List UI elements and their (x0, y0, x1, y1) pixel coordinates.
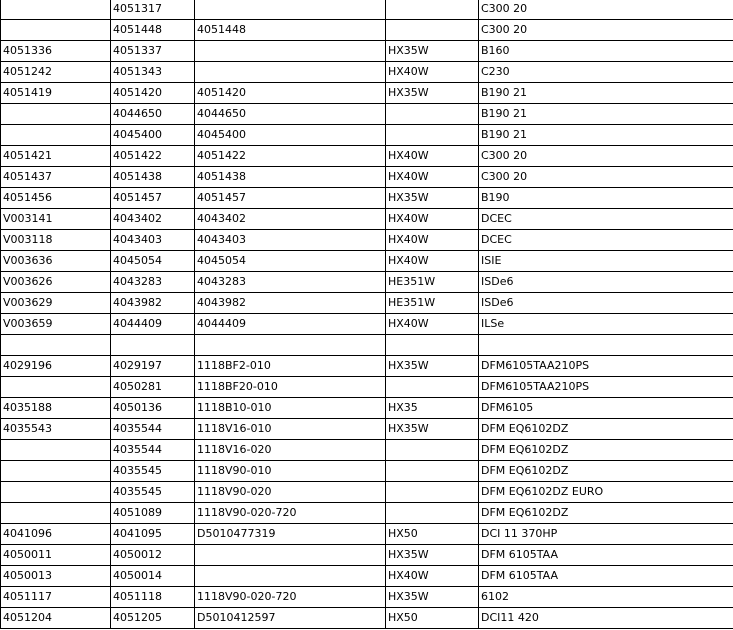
col-1-cell: 4029196 (1, 356, 111, 377)
col-4-cell: HX40W (386, 314, 479, 335)
table-row (1, 440, 733, 461)
table-row (1, 608, 733, 629)
table-row (1, 41, 733, 62)
col-3-cell: 4051448 (195, 20, 386, 41)
col-4-cell (386, 440, 479, 461)
col-4-cell (386, 503, 479, 524)
table-row (1, 587, 733, 608)
col-3-cell: D5010412597 (195, 608, 386, 629)
col-2-cell: 4051343 (111, 62, 195, 83)
col-3-cell: 1118BF2-010 (195, 356, 386, 377)
col-5-cell: ISDe6 (479, 293, 733, 314)
col-3-cell: 1118BF20-010 (195, 377, 386, 398)
table-row (1, 398, 733, 419)
col-5-cell: C300 20 (479, 20, 733, 41)
col-2-cell: 4044650 (111, 104, 195, 125)
col-5-cell: DFM6105TAA210PS (479, 356, 733, 377)
col-5-cell: B190 (479, 188, 733, 209)
col-3-cell (195, 41, 386, 62)
col-3-cell: 4044409 (195, 314, 386, 335)
col-2-cell: 4051422 (111, 146, 195, 167)
table-row (1, 251, 733, 272)
col-4-cell: HX50 (386, 608, 479, 629)
parts-table-body (1, 0, 733, 629)
table-row (1, 167, 733, 188)
col-3-cell: 4051422 (195, 146, 386, 167)
table-row (1, 524, 733, 545)
col-5-cell: DFM EQ6102DZ (479, 440, 733, 461)
col-1-cell (1, 0, 111, 20)
col-2-cell: 4043403 (111, 230, 195, 251)
col-4-cell (386, 104, 479, 125)
table-row (1, 377, 733, 398)
col-3-cell: 4051420 (195, 83, 386, 104)
col-2-cell: 4050012 (111, 545, 195, 566)
col-1-cell: 4050013 (1, 566, 111, 587)
col-3-cell (195, 62, 386, 83)
col-2-cell: 4051317 (111, 0, 195, 20)
col-4-cell: HX35W (386, 188, 479, 209)
col-1-cell: V003636 (1, 251, 111, 272)
col-4-cell: HX35W (386, 419, 479, 440)
col-5-cell: ISDe6 (479, 272, 733, 293)
col-3-cell: 4044650 (195, 104, 386, 125)
col-1-cell: 4051456 (1, 188, 111, 209)
col-2-cell: 4050014 (111, 566, 195, 587)
col-2-cell: 4051457 (111, 188, 195, 209)
col-2-cell: 4051420 (111, 83, 195, 104)
col-5-cell: DFM 6105TAA (479, 545, 733, 566)
col-4-cell (386, 461, 479, 482)
col-1-cell (1, 20, 111, 41)
col-1-cell: 4041096 (1, 524, 111, 545)
col-3-cell (195, 545, 386, 566)
col-2-cell: 4035544 (111, 440, 195, 461)
col-5-cell: C300 20 (479, 146, 733, 167)
col-4-cell: HX35W (386, 587, 479, 608)
col-2-cell: 4051118 (111, 587, 195, 608)
col-1-cell (1, 440, 111, 461)
col-1-cell: V003626 (1, 272, 111, 293)
col-2-cell: 4035544 (111, 419, 195, 440)
col-1-cell: V003118 (1, 230, 111, 251)
table-row (1, 335, 733, 356)
col-1-cell (1, 461, 111, 482)
col-4-cell (386, 20, 479, 41)
col-5-cell: DFM6105TAA210PS (479, 377, 733, 398)
table-row (1, 545, 733, 566)
col-3-cell: 1118V90-010 (195, 461, 386, 482)
table-row (1, 566, 733, 587)
col-2-cell: 4041095 (111, 524, 195, 545)
table-row (1, 461, 733, 482)
col-3-cell: 1118V16-010 (195, 419, 386, 440)
col-2-cell: 4045400 (111, 125, 195, 146)
col-4-cell: HX35W (386, 41, 479, 62)
col-2-cell: 4051448 (111, 20, 195, 41)
col-1-cell: 4051419 (1, 83, 111, 104)
col-5-cell: ISIE (479, 251, 733, 272)
col-5-cell: DCI11 420 (479, 608, 733, 629)
table-row (1, 104, 733, 125)
col-1-cell: 4050011 (1, 545, 111, 566)
table-row (1, 146, 733, 167)
table-row (1, 0, 733, 20)
col-3-cell: 1118V90-020 (195, 482, 386, 503)
col-1-cell (1, 377, 111, 398)
col-4-cell (386, 482, 479, 503)
col-5-cell: B190 21 (479, 125, 733, 146)
col-1-cell (1, 482, 111, 503)
col-4-cell: HX40W (386, 209, 479, 230)
col-1-cell (1, 104, 111, 125)
col-2-cell: 4043283 (111, 272, 195, 293)
col-1-cell: 4051117 (1, 587, 111, 608)
table-row (1, 125, 733, 146)
table-row (1, 230, 733, 251)
col-1-cell: 4051204 (1, 608, 111, 629)
col-3-cell: 4043283 (195, 272, 386, 293)
col-2-cell: 4035545 (111, 482, 195, 503)
col-5-cell: DFM EQ6102DZ EURO (479, 482, 733, 503)
col-3-cell: 4043982 (195, 293, 386, 314)
col-4-cell (386, 125, 479, 146)
col-2-cell: 4050136 (111, 398, 195, 419)
col-4-cell: HX35W (386, 83, 479, 104)
col-5-cell: B160 (479, 41, 733, 62)
col-5-cell: B190 21 (479, 83, 733, 104)
col-1-cell (1, 125, 111, 146)
table-row (1, 503, 733, 524)
col-3-cell: 4045400 (195, 125, 386, 146)
col-4-cell: HX40W (386, 251, 479, 272)
col-1-cell (1, 335, 111, 356)
col-4-cell: HX40W (386, 167, 479, 188)
col-3-cell: 4043403 (195, 230, 386, 251)
col-2-cell: 4045054 (111, 251, 195, 272)
col-4-cell: HX50 (386, 524, 479, 545)
col-5-cell (479, 335, 733, 356)
col-3-cell: 4051438 (195, 167, 386, 188)
col-5-cell: C230 (479, 62, 733, 83)
col-3-cell: 4045054 (195, 251, 386, 272)
col-4-cell (386, 0, 479, 20)
col-4-cell: HX40W (386, 230, 479, 251)
col-4-cell: HX35W (386, 545, 479, 566)
col-1-cell: V003141 (1, 209, 111, 230)
table-row (1, 83, 733, 104)
col-5-cell: DFM EQ6102DZ (479, 419, 733, 440)
col-4-cell: HX35 (386, 398, 479, 419)
col-3-cell: 1118V90-020-720 (195, 587, 386, 608)
table-row (1, 419, 733, 440)
table-row (1, 62, 733, 83)
table-row (1, 20, 733, 41)
col-1-cell: 4051242 (1, 62, 111, 83)
col-4-cell: HX40W (386, 566, 479, 587)
col-2-cell (111, 335, 195, 356)
col-2-cell: 4051205 (111, 608, 195, 629)
col-3-cell (195, 566, 386, 587)
table-row (1, 188, 733, 209)
col-3-cell (195, 335, 386, 356)
col-4-cell: HX40W (386, 146, 479, 167)
col-4-cell: HE351W (386, 272, 479, 293)
col-2-cell: 4044409 (111, 314, 195, 335)
col-1-cell: 4051421 (1, 146, 111, 167)
table-row (1, 272, 733, 293)
col-2-cell: 4051438 (111, 167, 195, 188)
col-5-cell: B190 21 (479, 104, 733, 125)
col-5-cell: DFM6105 (479, 398, 733, 419)
col-5-cell: DCEC (479, 209, 733, 230)
col-4-cell (386, 377, 479, 398)
col-3-cell: 1118B10-010 (195, 398, 386, 419)
col-2-cell: 4035545 (111, 461, 195, 482)
col-3-cell: 1118V16-020 (195, 440, 386, 461)
table-row (1, 314, 733, 335)
col-5-cell: ILSe (479, 314, 733, 335)
table-row (1, 209, 733, 230)
col-2-cell: 4043402 (111, 209, 195, 230)
col-4-cell: HX40W (386, 62, 479, 83)
col-3-cell: 4051457 (195, 188, 386, 209)
col-5-cell: C300 20 (479, 167, 733, 188)
col-3-cell: 1118V90-020-720 (195, 503, 386, 524)
col-1-cell: V003659 (1, 314, 111, 335)
col-5-cell: DFM EQ6102DZ (479, 503, 733, 524)
table-row (1, 482, 733, 503)
col-5-cell: DCI 11 370HP (479, 524, 733, 545)
col-5-cell: DCEC (479, 230, 733, 251)
col-1-cell: 4035543 (1, 419, 111, 440)
col-5-cell: DFM 6105TAA (479, 566, 733, 587)
col-3-cell: 4043402 (195, 209, 386, 230)
col-2-cell: 4029197 (111, 356, 195, 377)
col-5-cell: 6102 (479, 587, 733, 608)
col-4-cell: HX35W (386, 356, 479, 377)
col-2-cell: 4051089 (111, 503, 195, 524)
col-5-cell: C300 20 (479, 0, 733, 20)
col-4-cell (386, 335, 479, 356)
col-2-cell: 4043982 (111, 293, 195, 314)
col-3-cell: D5010477319 (195, 524, 386, 545)
col-1-cell: 4051336 (1, 41, 111, 62)
col-1-cell: 4035188 (1, 398, 111, 419)
table-row (1, 356, 733, 377)
col-5-cell: DFM EQ6102DZ (479, 461, 733, 482)
col-3-cell (195, 0, 386, 20)
col-4-cell: HE351W (386, 293, 479, 314)
col-1-cell (1, 503, 111, 524)
col-1-cell: V003629 (1, 293, 111, 314)
col-2-cell: 4050281 (111, 377, 195, 398)
col-2-cell: 4051337 (111, 41, 195, 62)
table-row (1, 293, 733, 314)
col-1-cell: 4051437 (1, 167, 111, 188)
